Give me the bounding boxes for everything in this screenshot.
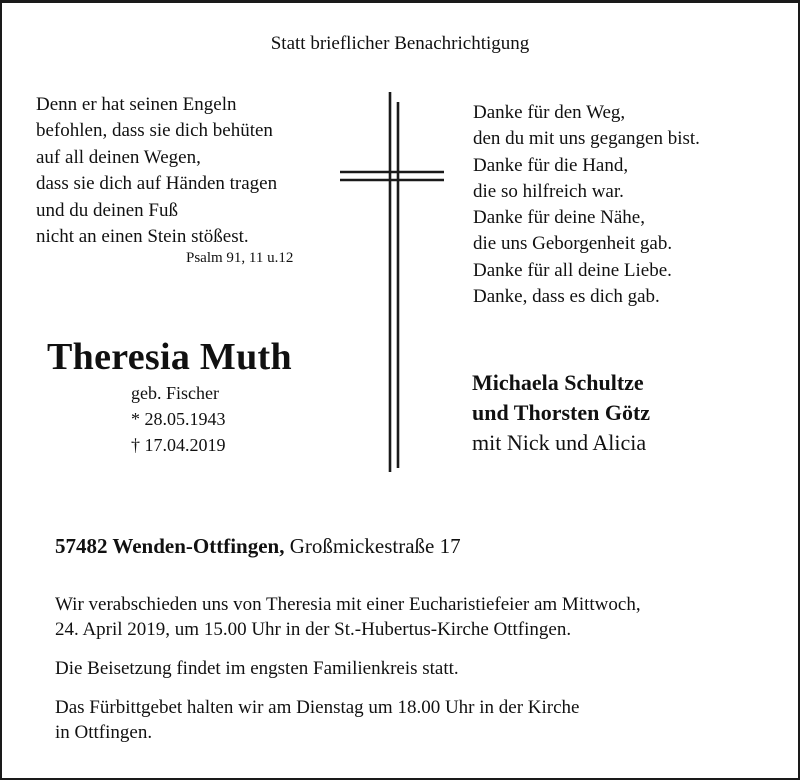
service-paragraph bbox=[55, 592, 641, 642]
notice-header: Statt brieflicher Benachrichtigung bbox=[270, 33, 530, 54]
poem-line: Danke für deine Nähe, bbox=[473, 207, 645, 229]
verse-line: und du deinen Fuß bbox=[36, 199, 178, 221]
bible-verse bbox=[36, 92, 356, 250]
poem-line: Danke, dass es dich gab. bbox=[473, 286, 660, 308]
address-city: 57482 Wenden-Ottfingen, bbox=[55, 534, 285, 558]
verse-line: nicht an einen Stein stößest. bbox=[36, 226, 249, 248]
poem-line: Danke für die Hand, bbox=[473, 154, 629, 176]
birth-name: geb. Fischer bbox=[131, 383, 219, 403]
death-date: † 17.04.2019 bbox=[131, 435, 226, 455]
paragraph-line: 24. April 2019, um 15.00 Uhr in der St.-Hubertus-Kirche Ottfingen. bbox=[55, 619, 572, 640]
poem-line: Danke für all deine Liebe. bbox=[473, 259, 672, 281]
thanks-poem bbox=[473, 100, 700, 310]
deceased-name: Theresia Muth bbox=[47, 336, 292, 378]
verse-line: Denn er hat seinen Engeln bbox=[36, 94, 237, 115]
paragraph-line: in Ottfingen. bbox=[55, 722, 153, 743]
paragraph-line: Wir verabschieden uns von Theresia mit einer Eucharistiefeier am Mittwoch, bbox=[55, 594, 641, 615]
paragraph-line: Das Fürbittgebet halten wir am Dienstag um 18.00 Uhr in der Kirche bbox=[55, 697, 580, 718]
burial-paragraph bbox=[55, 656, 459, 681]
birth-date: * 28.05.1943 bbox=[131, 409, 226, 429]
deceased-details bbox=[131, 380, 226, 458]
verse-line: auf all deinen Wegen, bbox=[36, 146, 201, 168]
verse-source: Psalm 91, 11 u.12 bbox=[186, 250, 294, 266]
cross-icon bbox=[338, 92, 448, 472]
poem-line: die so hilfreich war. bbox=[473, 180, 624, 202]
poem-line: Danke für den Weg, bbox=[473, 102, 626, 123]
address bbox=[55, 534, 461, 559]
poem-line: die uns Geborgenheit gab. bbox=[473, 233, 673, 255]
mourner-line: mit Nick und Alicia bbox=[472, 430, 647, 455]
prayer-paragraph bbox=[55, 695, 580, 745]
address-street: Großmickestraße 17 bbox=[289, 534, 461, 558]
verse-line: befohlen, dass sie dich behüten bbox=[36, 120, 273, 142]
mourners bbox=[472, 368, 650, 458]
mourner-line: und Thorsten Götz bbox=[472, 400, 651, 425]
mourner-line: Michaela Schultze bbox=[472, 370, 644, 395]
poem-line: den du mit uns gegangen bist. bbox=[473, 128, 700, 150]
paragraph-line: Die Beisetzung findet im engsten Familienkreis statt. bbox=[55, 658, 459, 679]
verse-line: dass sie dich auf Händen tragen bbox=[36, 173, 278, 195]
